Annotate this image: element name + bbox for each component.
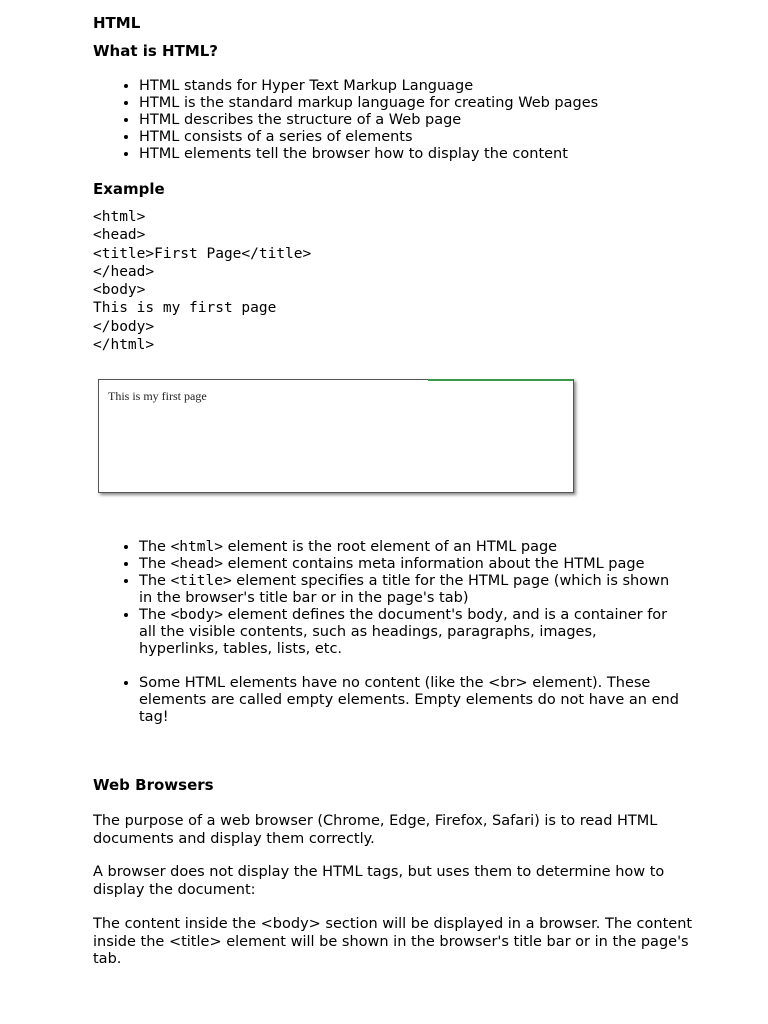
list-item-text: The bbox=[139, 607, 171, 623]
inline-code: <title> bbox=[170, 573, 232, 589]
list-item bbox=[139, 573, 679, 607]
list-item-text: The bbox=[139, 573, 171, 589]
code-line: <head> bbox=[93, 227, 146, 244]
list-item bbox=[139, 556, 679, 573]
code-example bbox=[93, 208, 311, 354]
list-item bbox=[139, 607, 679, 658]
inline-code: <body> bbox=[170, 607, 223, 623]
preview-accent-line bbox=[428, 379, 573, 381]
inline-code: <html> bbox=[170, 539, 223, 555]
list-item-text: The bbox=[139, 556, 171, 572]
intro-bullet-list bbox=[93, 78, 679, 163]
list-item: • HTML elements tell the browser how to display the content bbox=[139, 146, 679, 163]
inline-code: <head> bbox=[170, 556, 223, 572]
code-line: </head> bbox=[93, 263, 155, 280]
list-item-text: element specifies a title for the HTML page (which is shown in the browser's title bar or in the page's tab) bbox=[139, 573, 670, 606]
browser-preview-screenshot bbox=[98, 379, 574, 493]
list-item-text: element defines the document's body, and is a container for all the visible contents, such as headings, paragraphs, images, hyperlinks, tables, lists, etc. bbox=[139, 607, 668, 657]
list-item-text: The bbox=[139, 539, 171, 555]
list-item: • HTML is the standard markup language for creating Web pages bbox=[139, 95, 679, 112]
paragraph: The content inside the <body> section will be displayed in a browser. The content inside the <title> element will be shown in the browser's title bar or in the page's tab. bbox=[93, 916, 693, 967]
section-heading-web-browsers: Web Browsers bbox=[93, 776, 214, 794]
list-item-text: element is the root element of an HTML page bbox=[222, 539, 558, 555]
paragraph: A browser does not display the HTML tags, but uses them to determine how to display the document: bbox=[93, 864, 665, 898]
list-item bbox=[139, 539, 679, 556]
document-title: HTML bbox=[93, 14, 141, 32]
element-explanation-list bbox=[93, 539, 679, 726]
list-item: • HTML stands for Hyper Text Markup Language bbox=[139, 78, 679, 95]
list-item: • Some HTML elements have no content (like the <br> element). These elements are called empty elements. Empty elements do not have an end tag! bbox=[139, 675, 679, 726]
section-heading-what-is-html: What is HTML? bbox=[93, 42, 219, 60]
section-heading-example: Example bbox=[93, 180, 165, 198]
code-line: This is my first page bbox=[93, 300, 277, 317]
list-item: • HTML consists of a series of elements bbox=[139, 129, 679, 146]
list-item-text: element contains meta information about the HTML page bbox=[222, 556, 645, 572]
code-line: <body> bbox=[93, 282, 146, 299]
paragraph: The purpose of a web browser (Chrome, Edge, Firefox, Safari) is to read HTML documents and display them correctly. bbox=[93, 813, 658, 847]
code-line: <title>First Page</title> bbox=[93, 245, 312, 262]
code-line: </body> bbox=[93, 318, 155, 335]
code-line: </html> bbox=[93, 337, 155, 354]
preview-text: This is my first page bbox=[108, 389, 207, 403]
list-item: • HTML describes the structure of a Web page bbox=[139, 112, 679, 129]
code-line: <html> bbox=[93, 209, 146, 225]
